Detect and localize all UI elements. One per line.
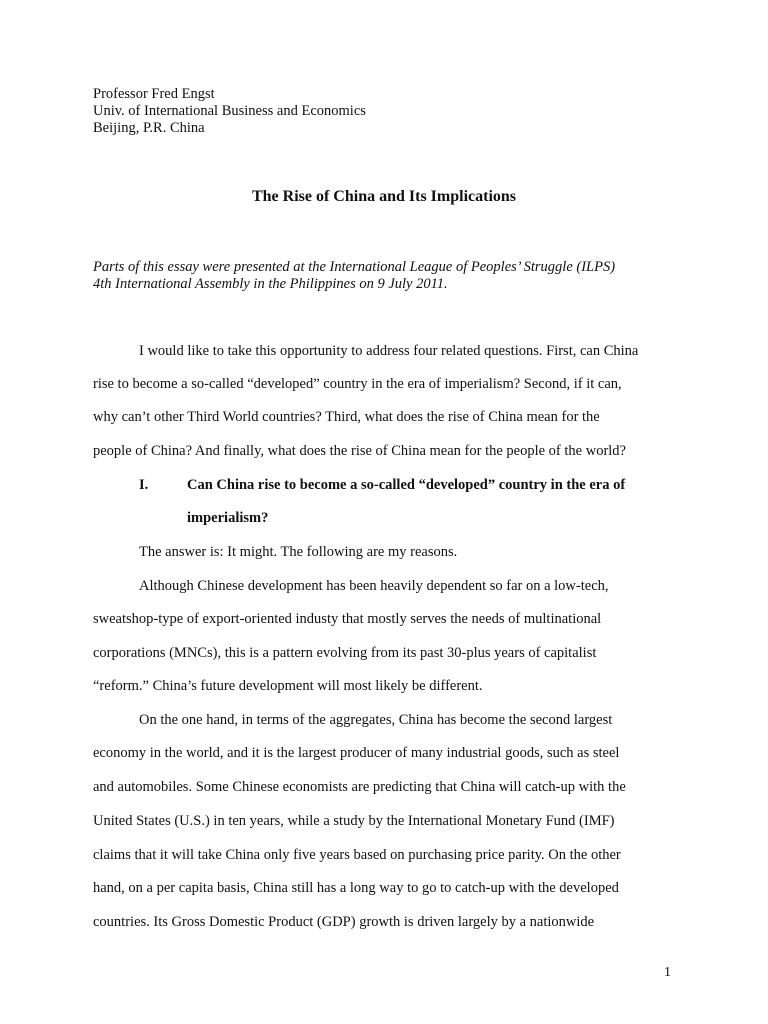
paragraph-line: countries. Its Gross Domestic Product (GDP) growth is driven largely by a nationwide	[93, 914, 595, 930]
paragraph-line: and automobiles. Some Chinese economists are predicting that China will catch-up with the	[93, 779, 626, 795]
author-location: Beijing, P.R. China	[93, 120, 205, 136]
paragraph-line: sweatshop-type of export-oriented industy that mostly serves the needs of multinational	[93, 611, 602, 627]
author-affiliation: Univ. of International Business and Economics	[93, 103, 366, 119]
paragraph-line: economy in the world, and it is the largest producer of many industrial goods, such as steel	[93, 745, 620, 761]
section-heading-continued: imperialism?	[187, 510, 269, 526]
paragraph-line: rise to become a so-called “developed” country in the era of imperialism? Second, if it can,	[93, 376, 622, 392]
author-block	[93, 86, 366, 137]
paragraph-line: people of China? And finally, what does the rise of China mean for the people of the world?	[93, 443, 626, 459]
section-heading: Can China rise to become a so-called “developed” country in the era of	[187, 477, 626, 493]
paragraph-line: “reform.” China’s future development will most likely be different.	[93, 678, 483, 694]
paragraph-line: On the one hand, in terms of the aggregates, China has become the second largest	[139, 712, 613, 728]
paragraph-line: why can’t other Third World countries? Third, what does the rise of China mean for the	[93, 409, 600, 425]
page-number: 1	[664, 965, 671, 980]
presentation-note	[93, 259, 693, 293]
note-line: Parts of this essay were presented at the International League of Peoples’ Struggle (ILPS)	[93, 259, 616, 275]
paragraph-line: The answer is: It might. The following are my reasons.	[139, 544, 458, 560]
document-title: The Rise of China and Its Implications	[251, 188, 517, 205]
section-numeral: I.	[139, 477, 149, 493]
paragraph-line: corporations (MNCs), this is a pattern evolving from its past 30-plus years of capitalist	[93, 645, 597, 661]
paragraph-line: claims that it will take China only five years based on purchasing price parity. On the other	[93, 847, 621, 863]
paragraph-line: United States (U.S.) in ten years, while a study by the International Monetary Fund (IMF)	[93, 813, 615, 829]
paragraph-line: Although Chinese development has been heavily dependent so far on a low-tech,	[139, 578, 609, 594]
paragraph-line: hand, on a per capita basis, China still has a long way to go to catch-up with the developed	[93, 880, 619, 896]
author-name: Professor Fred Engst	[93, 86, 215, 102]
paragraph-line: I would like to take this opportunity to address four related questions. First, can China	[139, 343, 639, 359]
note-line: 4th International Assembly in the Philippines on 9 July 2011.	[93, 276, 448, 292]
